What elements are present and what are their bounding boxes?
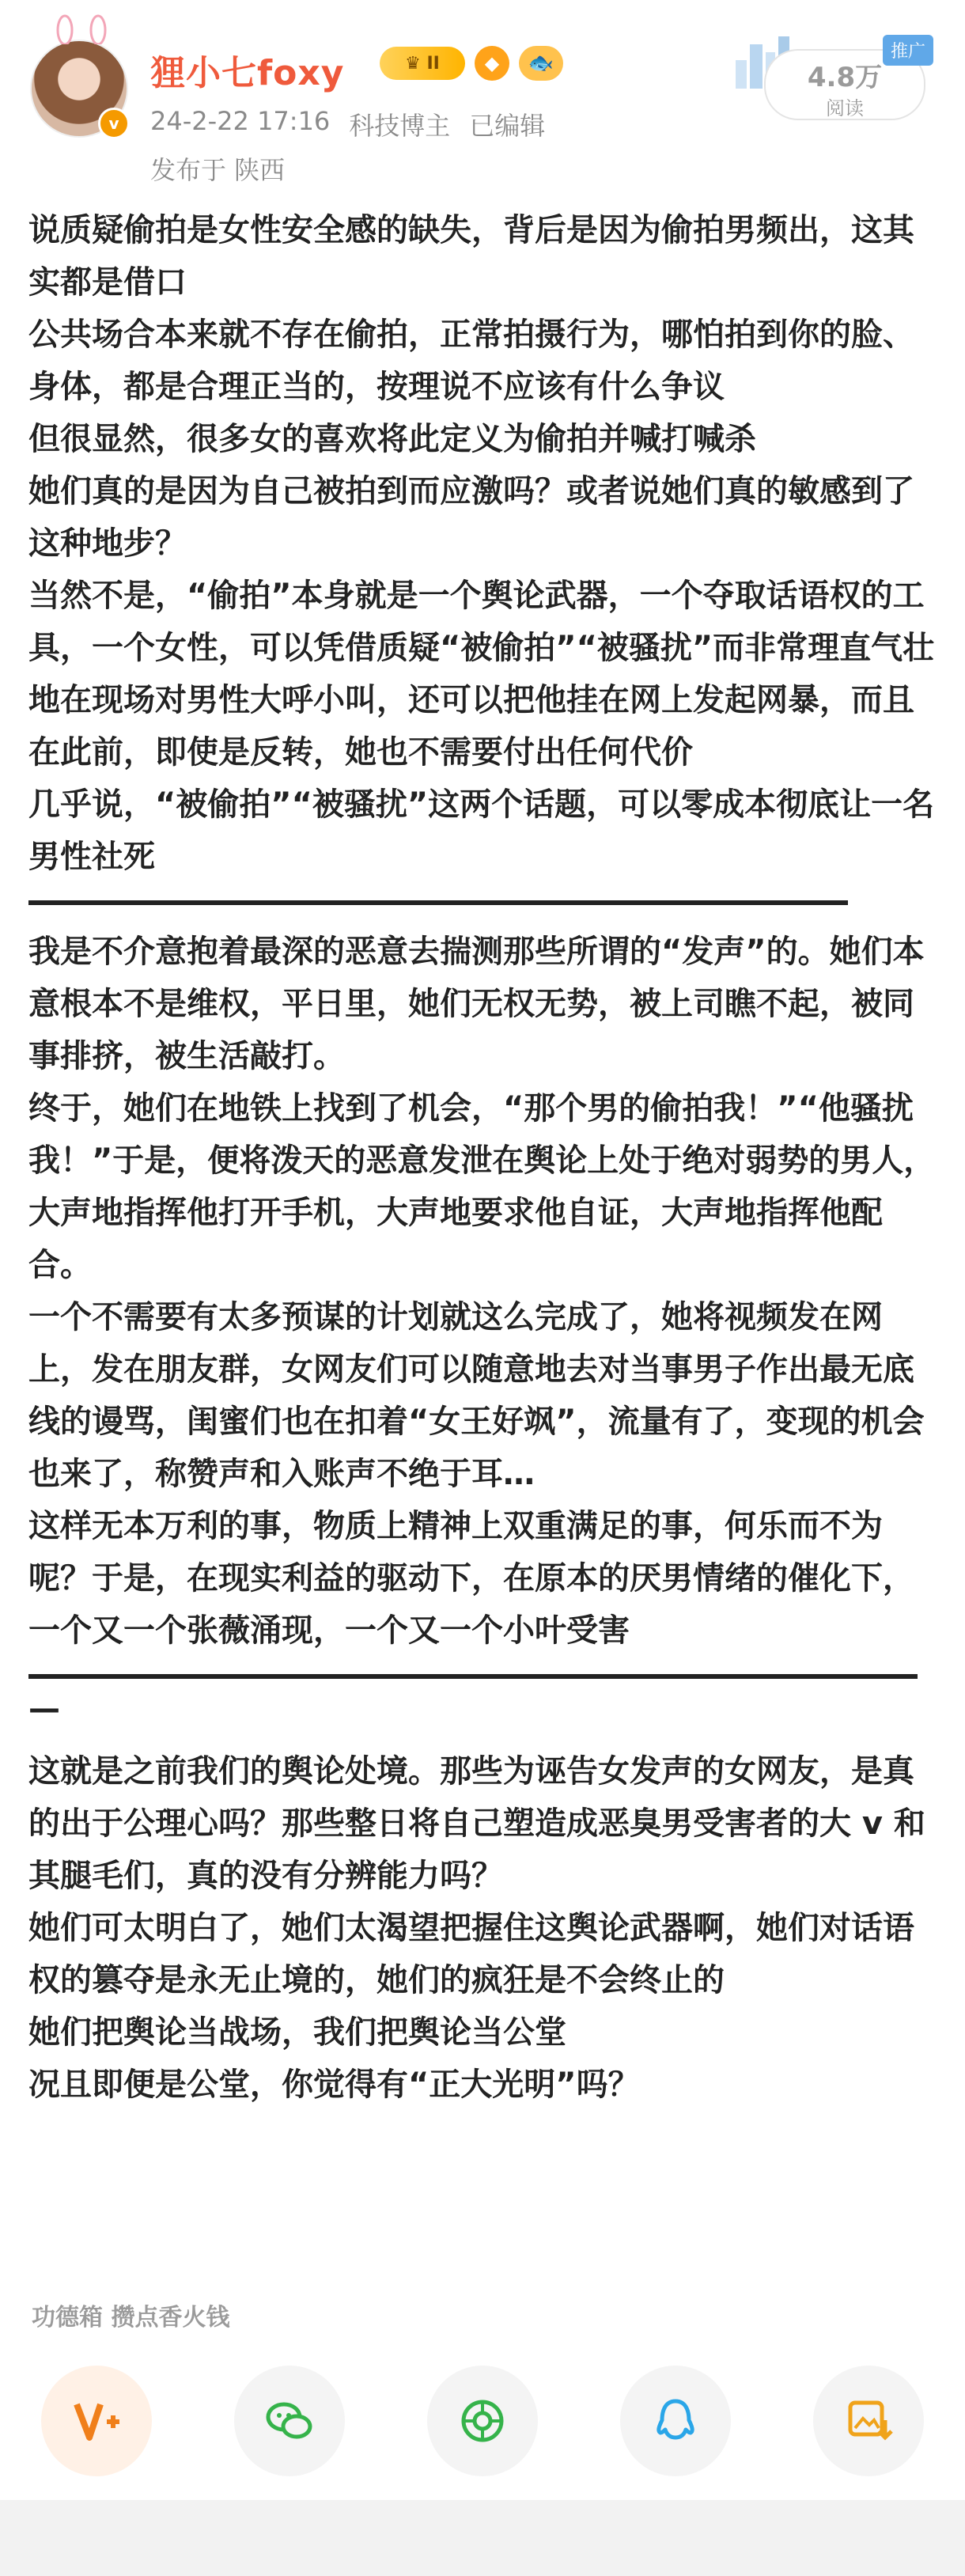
post-date: 24-2-22 17:16 (150, 106, 331, 136)
paragraph: 我是不介意抱着最深的恶意去揣测那些所谓的“发声”的。她们本意根本不是维权，平日里，她们无权无势，被上司瞧不起，被同事排挤，被生活敲打。 (28, 934, 925, 1074)
fish-badge-icon[interactable]: 🐟 (519, 46, 563, 81)
paragraph: 终于，她们在地铁上找到了机会，“那个男的偷拍我！”“他骚扰我！”于是，便将泼天的恶意发泄在舆论上处于绝对弱势的男人，大声地指挥他打开手机，大声地要求他自证，大声地指挥他配合。 (28, 1090, 936, 1283)
share-wechat-button[interactable] (234, 2366, 345, 2476)
save-image-icon (841, 2393, 896, 2449)
section-divider (28, 900, 848, 905)
share-moments-button[interactable] (427, 2366, 538, 2476)
paragraph: 这就是之前我们的舆论处境。那些为诬告女发声的女网友，是真的出于公理心吗？那些整日将自己塑造成恶臭男受害者的大 v 和其腿毛们，真的没有分辨能力吗？ (28, 1753, 925, 1894)
dash-line: — (28, 1691, 60, 1727)
share-qq-button[interactable] (620, 2366, 731, 2476)
merit-box-label: 功德箱 攒点香火钱 (32, 2304, 230, 2332)
wechat-icon (262, 2393, 317, 2449)
paragraph: 但很显然，很多女的喜欢将此定义为偷拍并喊打喊杀 (28, 421, 756, 457)
post-location: 发布于 陕西 (150, 155, 286, 185)
paragraph: 她们把舆论当战场，我们把舆论当公堂 (28, 2014, 566, 2051)
paragraph: 说质疑偷拍是女性安全感的缺失，背后是因为偷拍男频出，这其实都是借口 (28, 212, 914, 301)
paragraph: 她们可太明白了，她们太渴望把握住这舆论武器啊，她们对话语权的篡夺是永无止境的，她们的疯狂是不会终止的 (28, 1910, 914, 1998)
qq-icon (648, 2393, 703, 2449)
level-badge[interactable]: ♛ II (380, 47, 465, 80)
diamond-badge-icon[interactable]: ◆ (475, 46, 509, 81)
section-divider (28, 1674, 918, 1679)
paragraph: 她们真的是因为自己被拍到而应激吗？或者说她们真的敏感到了这种地步？ (28, 473, 914, 562)
share-actions (0, 2366, 965, 2476)
user-badges (380, 46, 563, 81)
paragraph: 当然不是，“偷拍”本身就是一个舆论武器，一个夺取话语权的工具，一个女性，可以凭借质疑“被偷拍”“被骚扰”而非常理直气壮地在现场对男性大呼小叫，还可以把他挂在网上发起网暴，而且在此前，即使是反转，她也不需要付出任何代价 (28, 578, 935, 771)
post-meta (150, 106, 545, 142)
views-count: 4.8万 (807, 62, 883, 93)
views-label: 阅读 (826, 97, 864, 119)
tip-button[interactable] (41, 2366, 152, 2476)
moments-icon (455, 2393, 510, 2449)
promo-tag[interactable]: 推广 (883, 35, 933, 66)
avatar-wrap[interactable] (30, 40, 128, 138)
paragraph: 公共场合本来就不存在偷拍，正常拍摄行为，哪怕拍到你的脸、身体，都是合理正当的，按理说不应该有什么争议 (28, 316, 914, 405)
save-image-button[interactable] (813, 2366, 924, 2476)
username[interactable]: 狸小七foxy (150, 53, 345, 93)
bunny-ears-icon (54, 13, 109, 44)
paragraph: 几乎说，“被偷拍”“被骚扰”这两个话题，可以零成本彻底让一名男性社死 (28, 786, 935, 875)
paragraph: 一个不需要有太多预谋的计划就这么完成了，她将视频发在网上，发在朋友群，女网友们可以随意地去对当事男子作出最无底线的谩骂，闺蜜们也在扣着“女王好飒”，流量有了，变现的机会也来了，称赞声和入账声不绝于耳… (28, 1299, 925, 1492)
post-body (28, 204, 938, 2111)
edited-label[interactable]: 已编辑 (469, 111, 546, 141)
views-widget[interactable] (728, 28, 933, 123)
v-plus-icon (69, 2393, 124, 2449)
paragraph: 况且即便是公堂，你觉得有“正大光明”吗？ (28, 2066, 640, 2103)
author-category: 科技博主 (349, 111, 451, 141)
paragraph: 这样无本万利的事，物质上精神上双重满足的事，何乐而不为呢？于是，在现实利益的驱动下，在原本的厌男情绪的催化下，一个又一个张薇涌现，一个又一个小叶受害 (28, 1508, 914, 1649)
verified-badge-icon: v (98, 108, 130, 139)
post-header (0, 0, 965, 190)
